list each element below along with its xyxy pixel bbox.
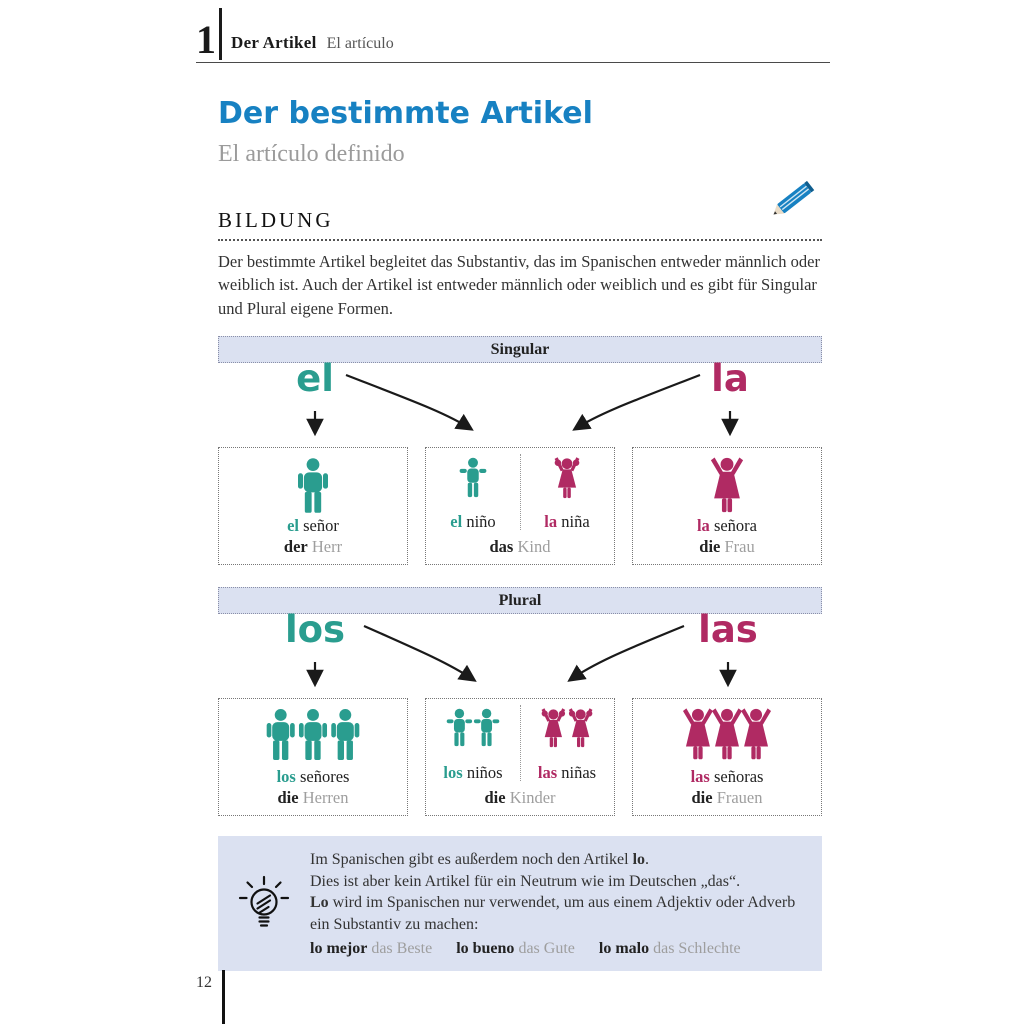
example-label-es: el señor xyxy=(287,516,339,536)
woman-icon xyxy=(705,457,749,514)
chapter-number: 1 xyxy=(196,17,216,62)
lightbulb-wrap xyxy=(230,849,298,959)
example-label-de: die Herren xyxy=(277,788,349,808)
example-label-es: la niña xyxy=(544,512,590,532)
singular-arrows-graphic xyxy=(218,363,822,447)
info-line-2: Dies ist aber kein Artikel für ein Neutrum wie im Deutschen „das“. xyxy=(310,872,741,890)
plural-band: Plural xyxy=(218,587,822,614)
example-box-senoras xyxy=(632,698,822,816)
info-line-1: Im Spanischen gibt es außerdem noch den Artikel lo. xyxy=(310,851,650,869)
girl-icon xyxy=(549,457,585,501)
men-group-icon xyxy=(262,708,364,761)
example-box-kinder xyxy=(425,698,615,816)
example-label-es: el niño xyxy=(450,512,496,532)
example-label-es: la señora xyxy=(696,516,758,536)
example-label-de: die Kinder xyxy=(484,788,556,808)
footer-bar xyxy=(222,970,225,1024)
example-label-de: das Kind xyxy=(489,537,551,557)
example-lo-malo: lo malo das Schlechte xyxy=(598,940,741,958)
section-heading-row xyxy=(218,208,822,241)
article-el: el xyxy=(296,357,334,401)
example-box-senor xyxy=(218,447,408,565)
info-examples xyxy=(310,938,806,959)
singular-boxes xyxy=(218,447,822,565)
girls-group-icon xyxy=(537,708,597,750)
pencil-icon xyxy=(764,172,822,224)
example-label-es: los señores xyxy=(276,767,350,787)
intro-paragraph: Der bestimmte Artikel begleitet das Substantiv, das im Spanischen entweder männlich oder weiblich ist. Auch der Artikel ist entweder männlich oder weiblich und es gibt für Singular und Plural eigene Formen. xyxy=(218,252,820,318)
example-label-es: los niños xyxy=(443,763,503,783)
chapter-subtitle: El artículo xyxy=(326,35,394,52)
plural-arrows-graphic xyxy=(218,614,822,698)
boys-group-icon xyxy=(444,708,502,748)
info-line-3: Lo wird im Spanischen nur verwendet, um aus einem Adjektiv oder Adverb ein Substantiv zu machen: xyxy=(310,894,796,933)
singular-articles-row xyxy=(218,357,822,447)
header-rule xyxy=(196,62,830,63)
women-group-icon xyxy=(679,708,775,761)
example-box-senores xyxy=(218,698,408,816)
article-los: los xyxy=(284,608,346,652)
lightbulb-icon xyxy=(236,873,292,935)
boy-icon xyxy=(456,457,490,499)
page-title: Der bestimmte Artikel xyxy=(218,96,593,131)
singular-band: Singular xyxy=(218,336,822,363)
example-lo-mejor: lo mejor das Beste xyxy=(310,940,433,958)
chapter-titles xyxy=(222,33,394,60)
chapter-title: Der Artikel xyxy=(231,33,317,52)
chapter-header xyxy=(196,8,394,60)
example-box-senora xyxy=(632,447,822,565)
example-lo-bueno: lo bueno das Gute xyxy=(456,940,575,958)
example-label-de: die Frauen xyxy=(691,788,763,808)
example-label-de: der Herr xyxy=(283,537,343,557)
box-divider xyxy=(520,705,521,781)
example-label-es: las señoras xyxy=(690,767,764,787)
box-divider xyxy=(520,454,521,530)
plural-articles-row xyxy=(218,608,822,698)
section-heading: BILDUNG xyxy=(218,208,334,232)
page-number: 12 xyxy=(196,974,212,991)
page-subtitle: El artículo definido xyxy=(218,141,405,167)
info-text xyxy=(310,849,806,959)
example-box-kind xyxy=(425,447,615,565)
info-box xyxy=(218,836,822,971)
plural-boxes xyxy=(218,698,822,816)
example-label-de: die Frau xyxy=(699,537,755,557)
man-icon xyxy=(293,457,333,514)
article-la: la xyxy=(711,357,749,401)
example-label-es: las niñas xyxy=(537,763,597,783)
page-content xyxy=(218,96,822,971)
article-las: las xyxy=(698,608,758,652)
